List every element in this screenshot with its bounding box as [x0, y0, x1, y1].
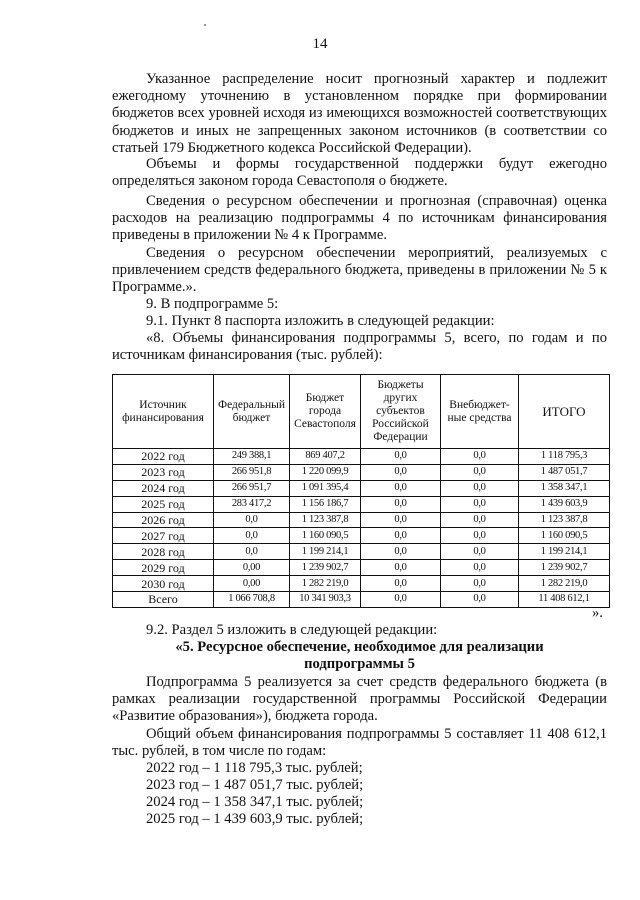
cell-other: 0,0: [361, 544, 441, 560]
cell-year: 2024 год: [113, 480, 214, 496]
cell-extrabudget: 0,0: [441, 544, 519, 560]
cell-federal: 266 951,8: [214, 464, 290, 480]
closing-quote: ».: [592, 605, 603, 621]
cell-year: 2022 год: [113, 449, 214, 465]
cell-other: 0,0: [361, 480, 441, 496]
cell-city: 1 199 214,1: [290, 544, 361, 560]
cell-year: Всего: [113, 592, 214, 608]
cell-other: 0,0: [361, 592, 441, 608]
cell-federal: 0,0: [214, 544, 290, 560]
cell-total: 1 439 603,9: [519, 496, 610, 512]
cell-other: 0,0: [361, 464, 441, 480]
cell-city: 1 156 186,7: [290, 496, 361, 512]
cell-city: 1 091 395,4: [290, 480, 361, 496]
cell-total: 1 282 219,0: [519, 576, 610, 592]
page-number: 14: [312, 36, 328, 52]
cell-total: 1 118 795,3: [519, 449, 610, 465]
cell-federal: 283 417,2: [214, 496, 290, 512]
cell-other: 0,0: [361, 449, 441, 465]
cell-extrabudget: 0,0: [441, 449, 519, 465]
year-line: 2022 год – 1 118 795,3 тыс. рублей;: [146, 760, 363, 776]
paragraph-subprogram-funding: Подпрограмма 5 реализуется за счет средств федерального бюджета (в рамках реализации государственной программы Российской Федерации «Развитие образования»), бюджета города.: [112, 674, 607, 725]
cell-city: 1 239 902,7: [290, 560, 361, 576]
table-row: [113, 512, 610, 528]
cell-other: 0,0: [361, 512, 441, 528]
cell-other: 0,0: [361, 496, 441, 512]
cell-year: 2026 год: [113, 512, 214, 528]
header-extrabudget: Внебюджет-ные средства: [441, 375, 519, 449]
cell-year: 2030 год: [113, 576, 214, 592]
cell-total: 1 160 090,5: [519, 528, 610, 544]
cell-year: 2028 год: [113, 544, 214, 560]
year-line: 2025 год – 1 439 603,9 тыс. рублей;: [146, 811, 364, 827]
scan-speck: [204, 24, 206, 26]
cell-year: 2027 год: [113, 528, 214, 544]
table-row: [113, 576, 610, 592]
cell-extrabudget: 0,0: [441, 512, 519, 528]
paragraph-section-9-2: 9.2. Раздел 5 изложить в следующей редакции:: [146, 622, 438, 638]
cell-federal: 1 066 708,8: [214, 592, 290, 608]
table-row: [113, 544, 610, 560]
cell-city: 869 407,2: [290, 449, 361, 465]
paragraph-resource-info-5: Сведения о ресурсном обеспечении мероприятий, реализуемых с привлечением средств федерального бюджета, приведены в приложении № 5 к Программе.».: [112, 245, 607, 296]
cell-city: 1 160 090,5: [290, 528, 361, 544]
cell-total: 11 408 612,1: [519, 592, 610, 608]
paragraph-state-support: Объемы и формы государственной поддержки будут ежегодно определяться законом города Севастополя о бюджете.: [112, 156, 607, 190]
cell-year: 2029 год: [113, 560, 214, 576]
cell-total: 1 487 051,7: [519, 464, 610, 480]
section-heading-line2: подпрограммы 5: [304, 656, 415, 672]
cell-federal: 0,0: [214, 512, 290, 528]
header-federal: Федеральный бюджет: [214, 375, 290, 449]
table-row: [113, 528, 610, 544]
cell-federal: 0,00: [214, 576, 290, 592]
cell-other: 0,0: [361, 560, 441, 576]
cell-total: 1 358 347,1: [519, 480, 610, 496]
table-row: [113, 496, 610, 512]
cell-federal: 249 388,1: [214, 449, 290, 465]
cell-other: 0,0: [361, 528, 441, 544]
cell-other: 0,0: [361, 576, 441, 592]
cell-total: 1 199 214,1: [519, 544, 610, 560]
paragraph-financing-intro: «8. Объемы финансирования подпрограммы 5, всего, по годам и по источникам финансирования (тыс. рублей):: [112, 330, 607, 364]
cell-year: 2025 год: [113, 496, 214, 512]
cell-city: 10 341 903,3: [290, 592, 361, 608]
paragraph-total-volume: Общий объем финансирования подпрограммы 5 составляет 11 408 612,1 тыс. рублей, в том числе по годам:: [112, 726, 607, 760]
table-row: [113, 560, 610, 576]
table-row-total: [113, 592, 610, 608]
cell-extrabudget: 0,0: [441, 592, 519, 608]
table-header-row: [113, 375, 610, 449]
cell-total: 1 123 387,8: [519, 512, 610, 528]
header-total: ИТОГО: [519, 375, 610, 449]
cell-extrabudget: 0,0: [441, 560, 519, 576]
cell-federal: 266 951,7: [214, 480, 290, 496]
paragraph-section-9-1: 9.1. Пункт 8 паспорта изложить в следующей редакции:: [146, 313, 495, 329]
cell-extrabudget: 0,0: [441, 576, 519, 592]
cell-total: 1 239 902,7: [519, 560, 610, 576]
cell-extrabudget: 0,0: [441, 480, 519, 496]
year-line: 2024 год – 1 358 347,1 тыс. рублей;: [146, 794, 364, 810]
cell-year: 2023 год: [113, 464, 214, 480]
section-heading-line1: «5. Ресурсное обеспечение, необходимое для реализации: [175, 639, 544, 655]
cell-federal: 0,0: [214, 528, 290, 544]
cell-federal: 0,00: [214, 560, 290, 576]
table-row: [113, 464, 610, 480]
header-city: Бюджет города Севастополя: [290, 375, 361, 449]
year-line: 2023 год – 1 487 051,7 тыс. рублей;: [146, 777, 364, 793]
header-other-subjects: Бюджеты других субъектов Российской Федерации: [361, 375, 441, 449]
cell-city: 1 282 219,0: [290, 576, 361, 592]
cell-city: 1 123 387,8: [290, 512, 361, 528]
financing-table: [112, 374, 610, 608]
cell-extrabudget: 0,0: [441, 464, 519, 480]
header-source: Источник финансирования: [113, 375, 214, 449]
cell-city: 1 220 099,9: [290, 464, 361, 480]
cell-extrabudget: 0,0: [441, 496, 519, 512]
table-row: [113, 449, 610, 465]
paragraph-section-9: 9. В подпрограмме 5:: [146, 296, 279, 312]
paragraph-resource-info-4: Сведения о ресурсном обеспечении и прогнозная (справочная) оценка расходов на реализацию подпрограммы 4 по источникам финансирования приведены в приложении № 4 к Программе.: [112, 193, 607, 244]
table-row: [113, 480, 610, 496]
paragraph-distribution: Указанное распределение носит прогнозный характер и подлежит ежегодному уточнению в установленном порядке при формировании бюджетов всех уровней исходя из имеющихся возможностей соответствующих бюджетов и иных не запрещенных законом источников (в соответствии со статьей 179 Бюджетного кодекса Российской Федерации).: [112, 71, 607, 156]
cell-extrabudget: 0,0: [441, 528, 519, 544]
